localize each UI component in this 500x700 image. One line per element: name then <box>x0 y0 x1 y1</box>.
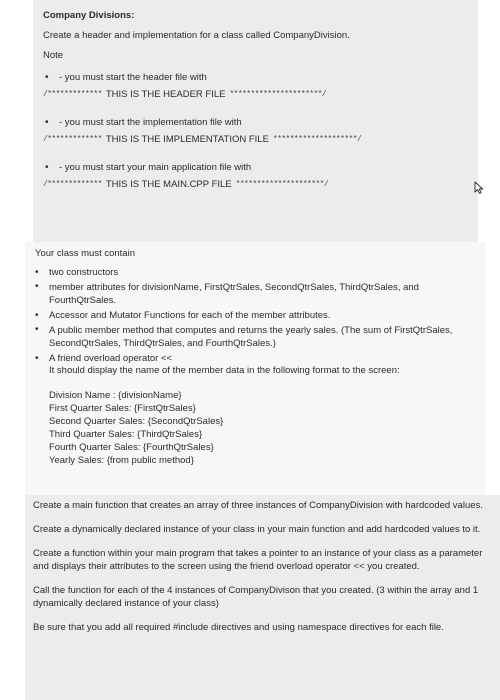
implementation-banner <box>43 134 478 145</box>
bullet-icon: • <box>45 117 49 128</box>
instruction-paragraph: Create a main function that creates an array of three instances of CompanyDivision with hardcoded values. <box>33 500 483 511</box>
format-line: Second Quarter Sales: {SecondQtrSales} <box>49 416 224 427</box>
list-item <box>35 267 485 278</box>
instruction-paragraph: Create a function within your main program that takes a pointer to an instance of your class as a parameter and displays their attributes to the screen using the friend overload operator << you created. <box>33 548 483 572</box>
bullet-icon: • <box>35 267 39 278</box>
rule-item-implementation <box>45 117 478 128</box>
main-program-instructions-section <box>25 495 500 700</box>
rule-item-main <box>45 162 478 173</box>
banner-text: THIS IS THE IMPLEMENTATION FILE <box>105 134 269 145</box>
format-line: First Quarter Sales: {FirstQtrSales} <box>49 403 196 414</box>
format-line: Third Quarter Sales: {ThirdQtrSales} <box>49 429 203 440</box>
format-line: Division Name : {divisionName} <box>49 390 182 401</box>
banner-text: THIS IS THE HEADER FILE <box>105 89 226 100</box>
section-title: Company Divisions: <box>43 10 135 21</box>
header-instructions-section <box>33 0 478 242</box>
output-format-block <box>49 389 485 467</box>
bullet-icon: • <box>35 310 39 321</box>
banner-left: /************* <box>43 135 102 144</box>
list-item <box>35 281 485 307</box>
mouse-pointer-icon <box>474 181 484 194</box>
class-requirements-section <box>25 242 485 495</box>
rule-text: - you must start the header file with <box>59 72 207 83</box>
list-item-text: two constructors <box>49 267 119 278</box>
instruction-paragraph: Be sure that you add all required #include directives and using namespace directives for each file. <box>33 622 444 633</box>
list-item-text: Accessor and Mutator Functions for each of the member attributes. <box>49 310 331 321</box>
rule-text: - you must start your main application file with <box>59 162 252 173</box>
banner-right: ********************/ <box>272 135 362 144</box>
note-label: Note <box>43 50 64 61</box>
list-item-text: A public member method that computes and returns the yearly sales. (The sum of FirstQtrSales, SecondQtrSales, ThirdQtrSales, and FourthQtrSales.) <box>49 325 453 349</box>
requirements-list <box>35 267 485 364</box>
rule-text: - you must start the implementation file with <box>59 117 242 128</box>
rule-item-header <box>45 72 478 83</box>
requirements-heading: Your class must contain <box>35 248 135 259</box>
banner-right: *********************/ <box>235 180 329 189</box>
banner-left: /************* <box>43 180 102 189</box>
instruction-paragraph: Create a dynamically declared instance of your class in your main function and add hardcoded values to it. <box>33 524 481 535</box>
list-item <box>35 310 485 321</box>
bullet-icon: • <box>45 162 49 173</box>
bullet-icon: • <box>45 72 49 83</box>
format-line: Fourth Quarter Sales: {FourthQtrSales} <box>49 442 214 453</box>
banner-right: **********************/ <box>229 90 327 99</box>
list-item-text: A friend overload operator << <box>49 353 173 364</box>
bullet-icon: • <box>35 281 39 292</box>
intro-text: Create a header and implementation for a class called CompanyDivision. <box>43 30 350 41</box>
bullet-icon: • <box>35 353 39 364</box>
main-banner <box>43 179 478 190</box>
format-line: Yearly Sales: {from public method} <box>49 455 194 466</box>
banner-left: /************* <box>43 90 102 99</box>
display-format-note: It should display the name of the member data in the following format to the screen: <box>49 365 400 376</box>
list-item-text: member attributes for divisionName, FirstQtrSales, SecondQtrSales, ThirdQtrSales, and FourthQtrSales. <box>49 282 419 306</box>
banner-text: THIS IS THE MAIN.CPP FILE <box>105 179 232 190</box>
header-banner <box>43 89 478 100</box>
bullet-icon: • <box>35 324 39 335</box>
list-item <box>35 324 485 350</box>
list-item <box>35 353 485 364</box>
instruction-paragraph: Call the function for each of the 4 instances of CompanyDivison that you created. (3 within the array and 1 dynamically declared instance of your class) <box>33 585 479 609</box>
